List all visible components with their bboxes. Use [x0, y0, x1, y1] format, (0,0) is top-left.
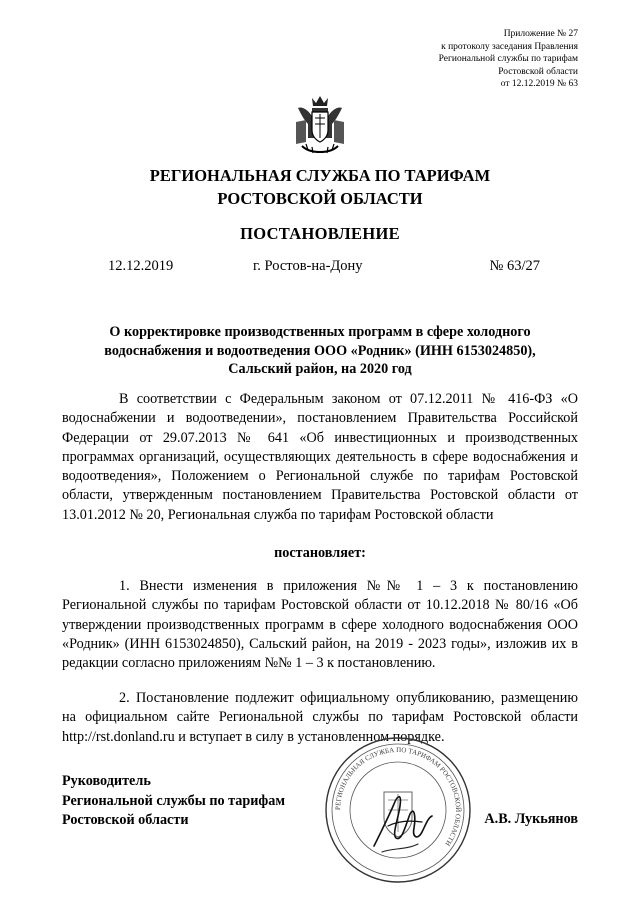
signatory-position-line-3: Ростовской области — [62, 812, 189, 828]
preamble-paragraph: В соответствии с Федеральным законом от 07.12.2011 № 416-ФЗ «О водоснабжении и водоотведении», постановлением Правительства Российской Федерации от 29.07.2013 № 641 «Об инвестиционных и производственных программах организаций, осуществляющих деятельность в сфере водоснабжения и водоотведения», Положением о Региональной службе по тарифам Ростовской области, утвержденным постановлением Правительства Ростовской области от 13.01.2012 № 20, Региональная служба по тарифам Ростовской области — [62, 391, 578, 523]
signatory-position-line-2: Региональной службы по тарифам — [62, 792, 286, 809]
organization-title-line-1: РЕГИОНАЛЬНАЯ СЛУЖБА ПО ТАРИФАМ — [149, 166, 491, 185]
seal-ring-text: РЕГИОНАЛЬНАЯ СЛУЖБА ПО ТАРИФАМ РОСТОВСКОЙ ОБЛАСТИ — [333, 745, 463, 848]
subject-line-3: Сальский район, на 2020 год — [228, 361, 412, 377]
document-city: г. Ростов-на-Дону — [253, 258, 363, 274]
document-type: ПОСТАНОВЛЕНИЕ — [240, 224, 400, 243]
annex-line-5: от 12.12.2019 № 63 — [500, 79, 578, 89]
resolves-heading: постановляет: — [274, 545, 366, 561]
resolution-item-1: 1. Внести изменения в приложения №№ 1 – 3 к постановлению Региональной службы по тарифам Ростовской области от 10.12.2018 № 80/16 «Об утверждении производственных программ в сфере холодного водоснабжения ООО «Родник» (ИНН 6153024850), Сальский район, на 2019 - 2023 годы», изложив их в редакции согласно приложениям №№ 1 – 3 к постановлению. — [62, 578, 578, 672]
document-date: 12.12.2019 — [108, 258, 174, 274]
document-subject — [70, 323, 570, 379]
subject-line-2: водоснабжения и водоотведения ООО «Родник» (ИНН 6153024850), — [104, 342, 536, 359]
organization-title-line-2: РОСТОВСКОЙ ОБЛАСТИ — [217, 189, 423, 208]
signatory-position — [62, 772, 285, 831]
annex-note — [318, 28, 578, 91]
official-seal-icon — [322, 734, 474, 886]
organization-title — [0, 164, 640, 210]
annex-line-4: Ростовской области — [498, 66, 578, 77]
signer-name: А.В. Лукьянов — [484, 811, 578, 827]
annex-line-1: Приложение № 27 — [503, 29, 578, 39]
annex-line-2: к протоколу заседания Правления — [441, 41, 578, 52]
signatory-position-line-1: Руководитель — [62, 773, 151, 789]
subject-line-1: О корректировке производственных программ в сфере холодного — [109, 324, 531, 340]
annex-line-3: Региональной службы по тарифам — [438, 54, 578, 64]
coat-of-arms-icon — [292, 94, 348, 158]
document-number: № 63/27 — [489, 258, 540, 274]
resolution-item-2: 2. Постановление подлежит официальному опубликованию, размещению на официальном сайте Региональной службы по тарифам Ростовской области http://rst.donland.ru и вступает в силу в установленном порядке. — [62, 690, 578, 745]
